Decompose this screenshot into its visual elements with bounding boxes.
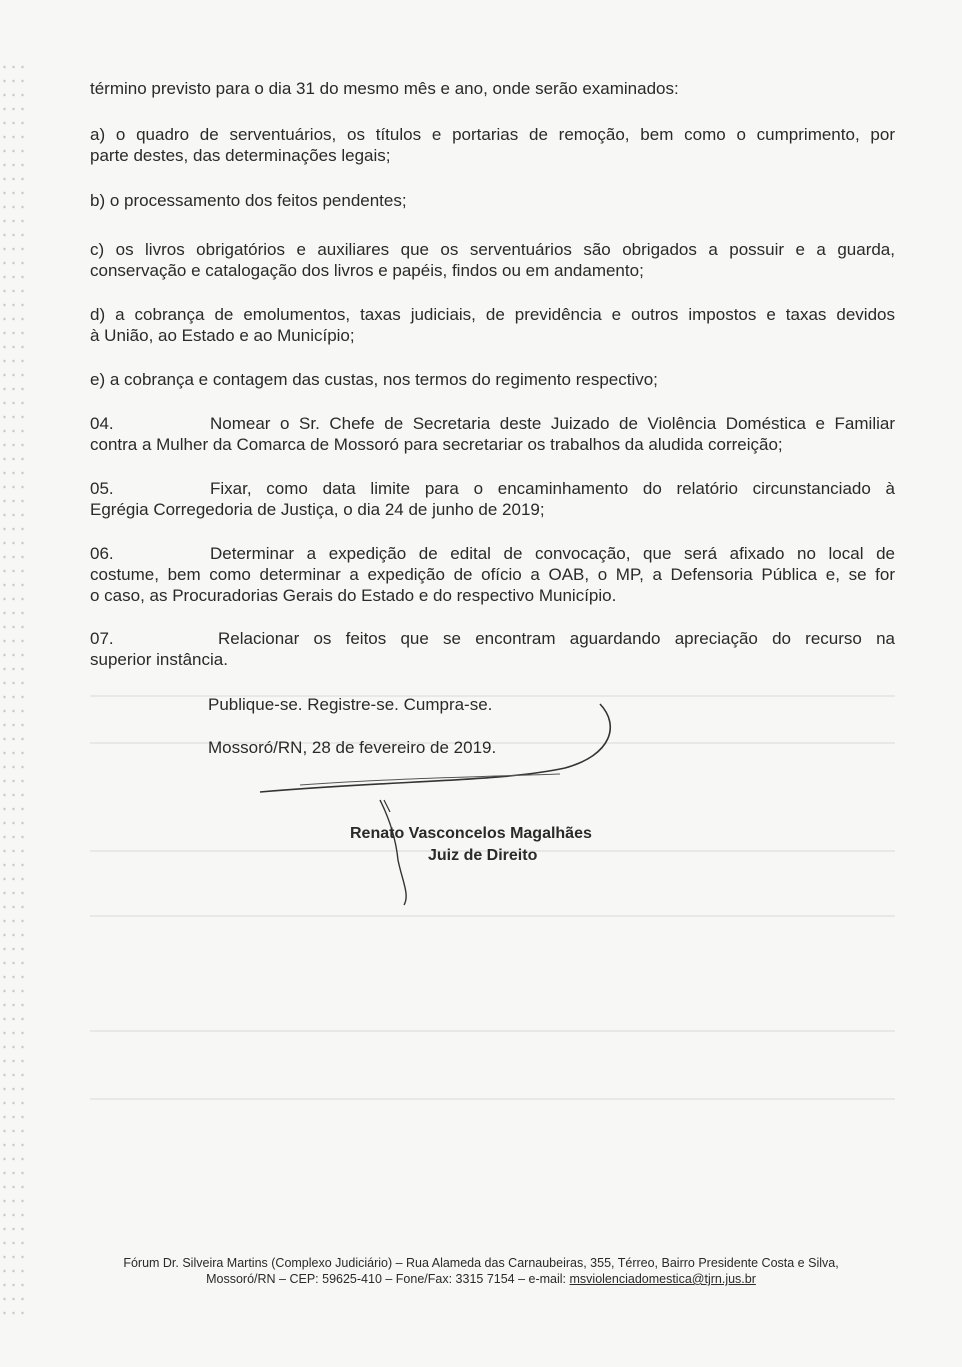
article-number: 07. (90, 629, 114, 648)
footer-email-link[interactable]: msviolenciadomestica@tjrn.jus.br (569, 1272, 756, 1286)
article-text-line-3: o caso, as Procuradorias Gerais do Estado e do respectivo Município. (90, 586, 617, 605)
article-number: 05. (90, 479, 114, 498)
intro-line: término previsto para o dia 31 do mesmo mês e ano, onde serão examinados: (90, 79, 679, 98)
article-text: Egrégia Corregedoria de Justiça, o dia 24 de junho de 2019; (90, 500, 545, 519)
article-text: superior instância. (90, 650, 228, 669)
item-a-line-1: a) o quadro de serventuários, os títulos e portarias de remoção, bem como o cumprimento, por (90, 125, 895, 144)
item-c-line-2: conservação e catalogação dos livros e papéis, findos ou em andamento; (90, 261, 644, 280)
footer-address: Fórum Dr. Silveira Martins (Complexo Judiciário) – Rua Alameda das Carnaubeiras, 355, Térreo, Bairro Presidente Costa e Silva, (123, 1256, 839, 1270)
signature-block (350, 823, 592, 867)
article-text: contra a Mulher da Comarca de Mossoró para secretariar os trabalhos da aludida correição; (90, 435, 783, 454)
article-text-first-line: Determinar a expedição de edital de convocação, que será afixado no local de (210, 544, 895, 563)
place-date: Mossoró/RN, 28 de fevereiro de 2019. (208, 738, 497, 757)
article-text-first-line: Relacionar os feitos que se encontram aguardando apreciação do recurso na (218, 629, 895, 648)
article-text-first-line: Nomear o Sr. Chefe de Secretaria deste Juizado de Violência Doméstica e Familiar (210, 414, 895, 433)
signatory-role: Juiz de Direito (428, 847, 538, 864)
article-text-first-line: Fixar, como data limite para o encaminhamento do relatório circunstanciado à (210, 479, 895, 498)
item-a-line-2: parte destes, das determinações legais; (90, 146, 391, 165)
article-text: costume, bem como determinar a expedição de ofício a OAB, o MP, a Defensoria Pública e, se for (90, 565, 895, 584)
article-number: 06. (90, 544, 114, 563)
document-footer (0, 1255, 962, 1287)
signatory-name: Renato Vasconcelos Magalhães (350, 825, 592, 842)
item-c-line-1: c) os livros obrigatórios e auxiliares que os serventuários são obrigados a possuir e a guarda, (90, 240, 895, 259)
article-number: 04. (90, 414, 114, 433)
closing-formula: Publique-se. Registre-se. Cumpra-se. (208, 695, 493, 714)
item-e: e) a cobrança e contagem das custas, nos termos do regimento respectivo; (90, 370, 658, 389)
item-d-line-2: à União, ao Estado e ao Município; (90, 326, 355, 345)
item-b: b) o processamento dos feitos pendentes; (90, 191, 407, 210)
footer-contact-text: Mossoró/RN – CEP: 59625-410 – Fone/Fax: 3315 7154 – e-mail: (206, 1272, 570, 1286)
item-d-line-1: d) a cobrança de emolumentos, taxas judiciais, de previdência e outros impostos e taxas devidos (90, 305, 895, 324)
footer-contact (0, 1271, 962, 1287)
